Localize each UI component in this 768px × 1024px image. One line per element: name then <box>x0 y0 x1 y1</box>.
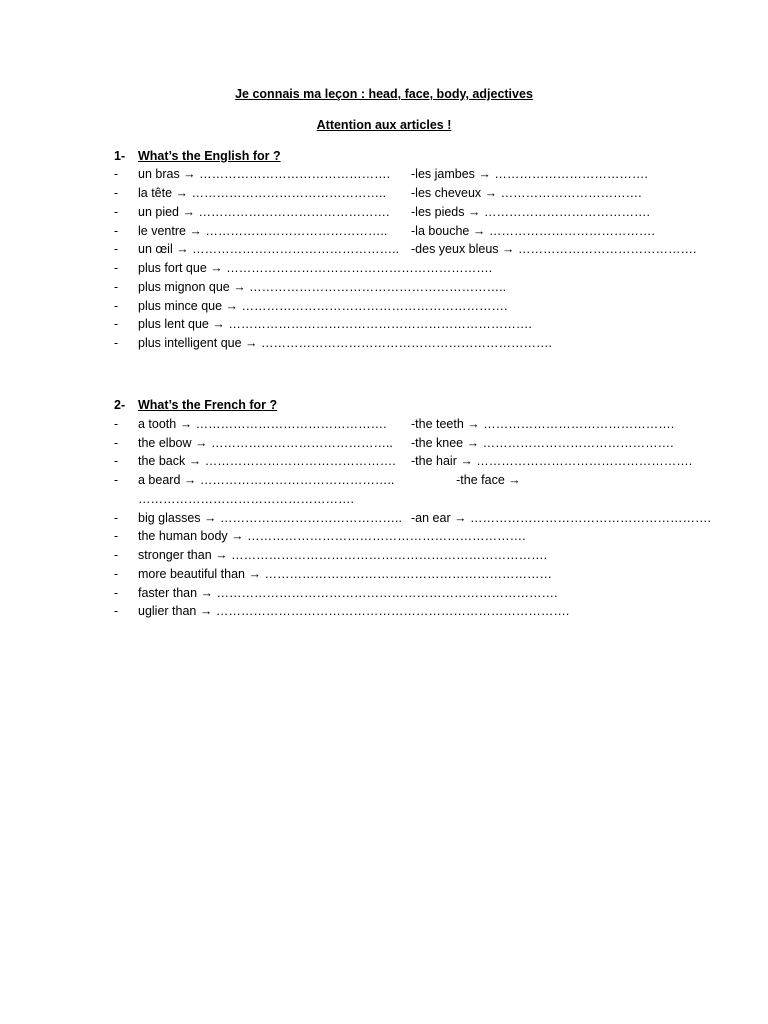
bullet-dash: - <box>114 454 119 468</box>
exercise-item: -the hair → ……………………………………………. <box>411 454 693 468</box>
bullet-dash: - <box>114 167 119 181</box>
exercise-item: -les jambes → ………………………………. <box>411 167 648 181</box>
exercise-item: stronger than → …………………………………………………………………. <box>138 548 548 562</box>
exercise-item: faster than → ………………………………………………………………………. <box>138 586 558 600</box>
bullet-dash: - <box>114 224 119 238</box>
exercise-item: uglier than → …………………………………………………………………………. <box>138 604 570 618</box>
exercise-item: le ventre → …………………………………….. <box>138 224 388 238</box>
bullet-dash: - <box>114 242 119 256</box>
bullet-dash: - <box>114 317 119 331</box>
section-1-heading <box>114 149 281 163</box>
page-subtitle: Attention aux articles ! <box>316 118 452 132</box>
bullet-dash: - <box>114 548 119 562</box>
exercise-item: la tête → ……………………………………….. <box>138 186 386 200</box>
exercise-item: plus mince que → ………………………………………………………. <box>138 299 508 313</box>
exercise-item: un œil → ………………………………………….. <box>138 242 400 256</box>
exercise-item: big glasses → …………………………………….. <box>138 511 402 525</box>
exercise-item: ……………………………………………. <box>138 492 354 506</box>
section-2-heading <box>114 398 277 412</box>
exercise-item: un bras → ………………………………………. <box>138 167 391 181</box>
bullet-dash: - <box>114 511 119 525</box>
exercise-item: un pied → ………………………………………. <box>138 205 390 219</box>
section-2-number: 2- <box>114 398 126 412</box>
bullet-dash: - <box>114 299 119 313</box>
exercise-item: -the teeth → ………………………………………. <box>411 417 675 431</box>
page-title: Je connais ma leçon : head, face, body, adjectives <box>235 87 533 101</box>
exercise-item: -the face → <box>411 473 521 487</box>
exercise-item: -les pieds → …………………………………. <box>411 205 650 219</box>
section-2-title: What’s the French for ? <box>138 398 278 412</box>
exercise-item: -des yeux bleus → ……………………………………. <box>411 242 697 256</box>
bullet-dash: - <box>114 205 119 219</box>
bullet-dash: - <box>114 473 119 487</box>
bullet-dash: - <box>114 280 119 294</box>
bullet-dash: - <box>114 604 119 618</box>
exercise-item: the back → ………………………………………. <box>138 454 396 468</box>
bullet-dash: - <box>114 586 119 600</box>
exercise-item: -the knee → ………………………………………. <box>411 436 674 450</box>
exercise-item: a tooth → ………………………………………. <box>138 417 387 431</box>
section-1-title: What’s the English for ? <box>138 149 281 163</box>
exercise-item: -les cheveux → ……………………………. <box>411 186 642 200</box>
exercise-item: plus intelligent que → ……………………………………………………………. <box>138 336 552 350</box>
bullet-dash: - <box>114 186 119 200</box>
exercise-item: more beautiful than → …………………………………………………………… <box>138 567 552 581</box>
exercise-item: -an ear → …………………………………………………. <box>411 511 712 525</box>
bullet-dash: - <box>114 436 119 450</box>
bullet-dash: - <box>114 529 119 543</box>
section-1-number: 1- <box>114 149 126 163</box>
exercise-item: the elbow → …………………………………….. <box>138 436 393 450</box>
bullet-dash: - <box>114 336 119 350</box>
bullet-dash: - <box>114 567 119 581</box>
bullet-dash: - <box>114 261 119 275</box>
bullet-dash: - <box>114 417 119 431</box>
exercise-item: -la bouche → …………………………………. <box>411 224 655 238</box>
exercise-item: plus mignon que → …………………………………………………….. <box>138 280 507 294</box>
exercise-item: the human body → …………………………………………………………. <box>138 529 526 543</box>
exercise-item: plus fort que → ………………………………………………………. <box>138 261 493 275</box>
exercise-item: plus lent que → ………………………………………………………………. <box>138 317 532 331</box>
exercise-item: a beard → ……………………………………….. <box>138 473 395 487</box>
